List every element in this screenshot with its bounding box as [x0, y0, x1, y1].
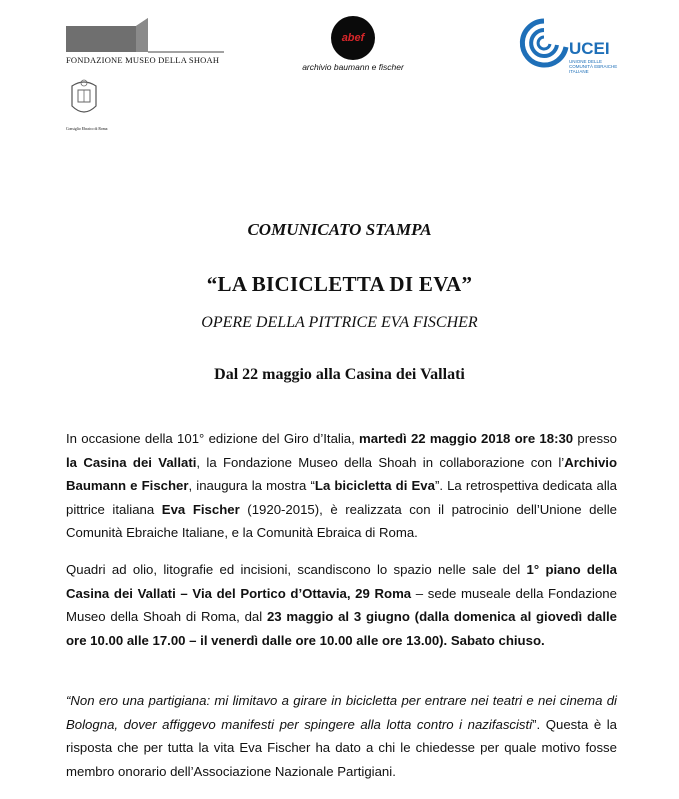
abef-circle-icon	[331, 16, 375, 60]
shoah-caption: FONDAZIONE MUSEO DELLA SHOAH	[66, 55, 220, 65]
seal-caption: Consiglio Ebraico di Roma	[66, 127, 108, 131]
shoah-foundation-logo	[66, 18, 226, 65]
ucei-subtitle: UNIONE DELLE COMUNITÀ EBRAICHE ITALIANE	[569, 59, 618, 74]
exhibition-subtitle: OPERE DELLA PITTRICE EVA FISCHER	[201, 314, 478, 331]
exhibition-title: “LA BICICLETTA DI EVA”	[206, 272, 473, 296]
abef-mark: abef	[341, 32, 365, 44]
press-release-kicker: COMUNICATO STAMPA	[247, 220, 432, 239]
ucei-swirl-icon	[518, 17, 570, 73]
p2-text-c: – sede museale della Fondazione Museo della Shoah di Roma, dal	[66, 585, 617, 624]
abef-caption: archivio baumann e fischer	[302, 62, 404, 72]
p1-venue-bold: la Casina dei Vallati	[66, 454, 197, 470]
p3-text-b: ”. Questa è la risposta che per tutta la vita Eva Fischer ha dato a chi le chiedesse per quale motivo fosse membro onorario dell’Associazione Nazionale Partigiani.	[66, 716, 617, 779]
paragraph-intro	[66, 427, 617, 545]
p1-text-a: In occasione della 101° edizione del Giro d’Italia,	[66, 431, 360, 446]
abef-logo	[288, 16, 418, 72]
p1-archive-bold: Archivio Baumann e Fischer	[66, 454, 617, 493]
p3-quote-italic: “Non ero una partigiana: mi limitavo a girare in bicicletta per entrare nei teatri e nei cinema di Bologna, dover affiggevo manifesti per spingere alla lotta contro i nazifascisti	[66, 693, 617, 732]
shoah-building-icon	[66, 18, 224, 54]
date-line: Dal 22 maggio alla Casina dei Vallati	[214, 366, 465, 383]
ucei-name: UCEI	[569, 39, 610, 58]
p1-text-i: ”. La retrospettiva dedicata alla pittrice italiana	[66, 478, 618, 517]
p1-show-bold: La bicicletta di Eva	[314, 478, 435, 493]
ucei-logo	[518, 17, 618, 77]
p2-hours-bold: 23 maggio al 3 giugno (dalla domenica al giovedì dalle ore 10.00 alle 17.00 – il venerdì dalle ore 10.00 alle ore 13.00). Sabato chiuso.	[66, 609, 617, 648]
p1-text-e: , la Fondazione Museo della Shoah in collaborazione con l’	[196, 454, 565, 470]
paragraph-venue	[66, 558, 617, 652]
p1-text-c: presso	[573, 431, 618, 446]
p1-date-bold: martedì 22 maggio 2018 ore 18:30	[359, 431, 574, 446]
seal-emblem-icon	[66, 76, 102, 120]
p1-artist-bold: Eva Fischer	[161, 501, 240, 517]
p1-text-g: , inaugura la mostra “	[188, 478, 315, 493]
p2-text-a: Quadri ad olio, litografie ed incisioni, scandiscono lo spazio nelle sale del	[66, 562, 527, 577]
paragraph-quote	[66, 689, 617, 783]
community-seal-logo	[66, 76, 106, 131]
p1-text-k: (1920-2015), è realizzata con il patrocinio dell’Unione delle Comunità Ebraiche Italiane, e la Comunità Ebraica di Roma.	[66, 501, 617, 540]
p2-address-bold: 1° piano della Casina dei Vallati – Via del Portico d’Ottavia, 29 Roma	[66, 562, 617, 601]
